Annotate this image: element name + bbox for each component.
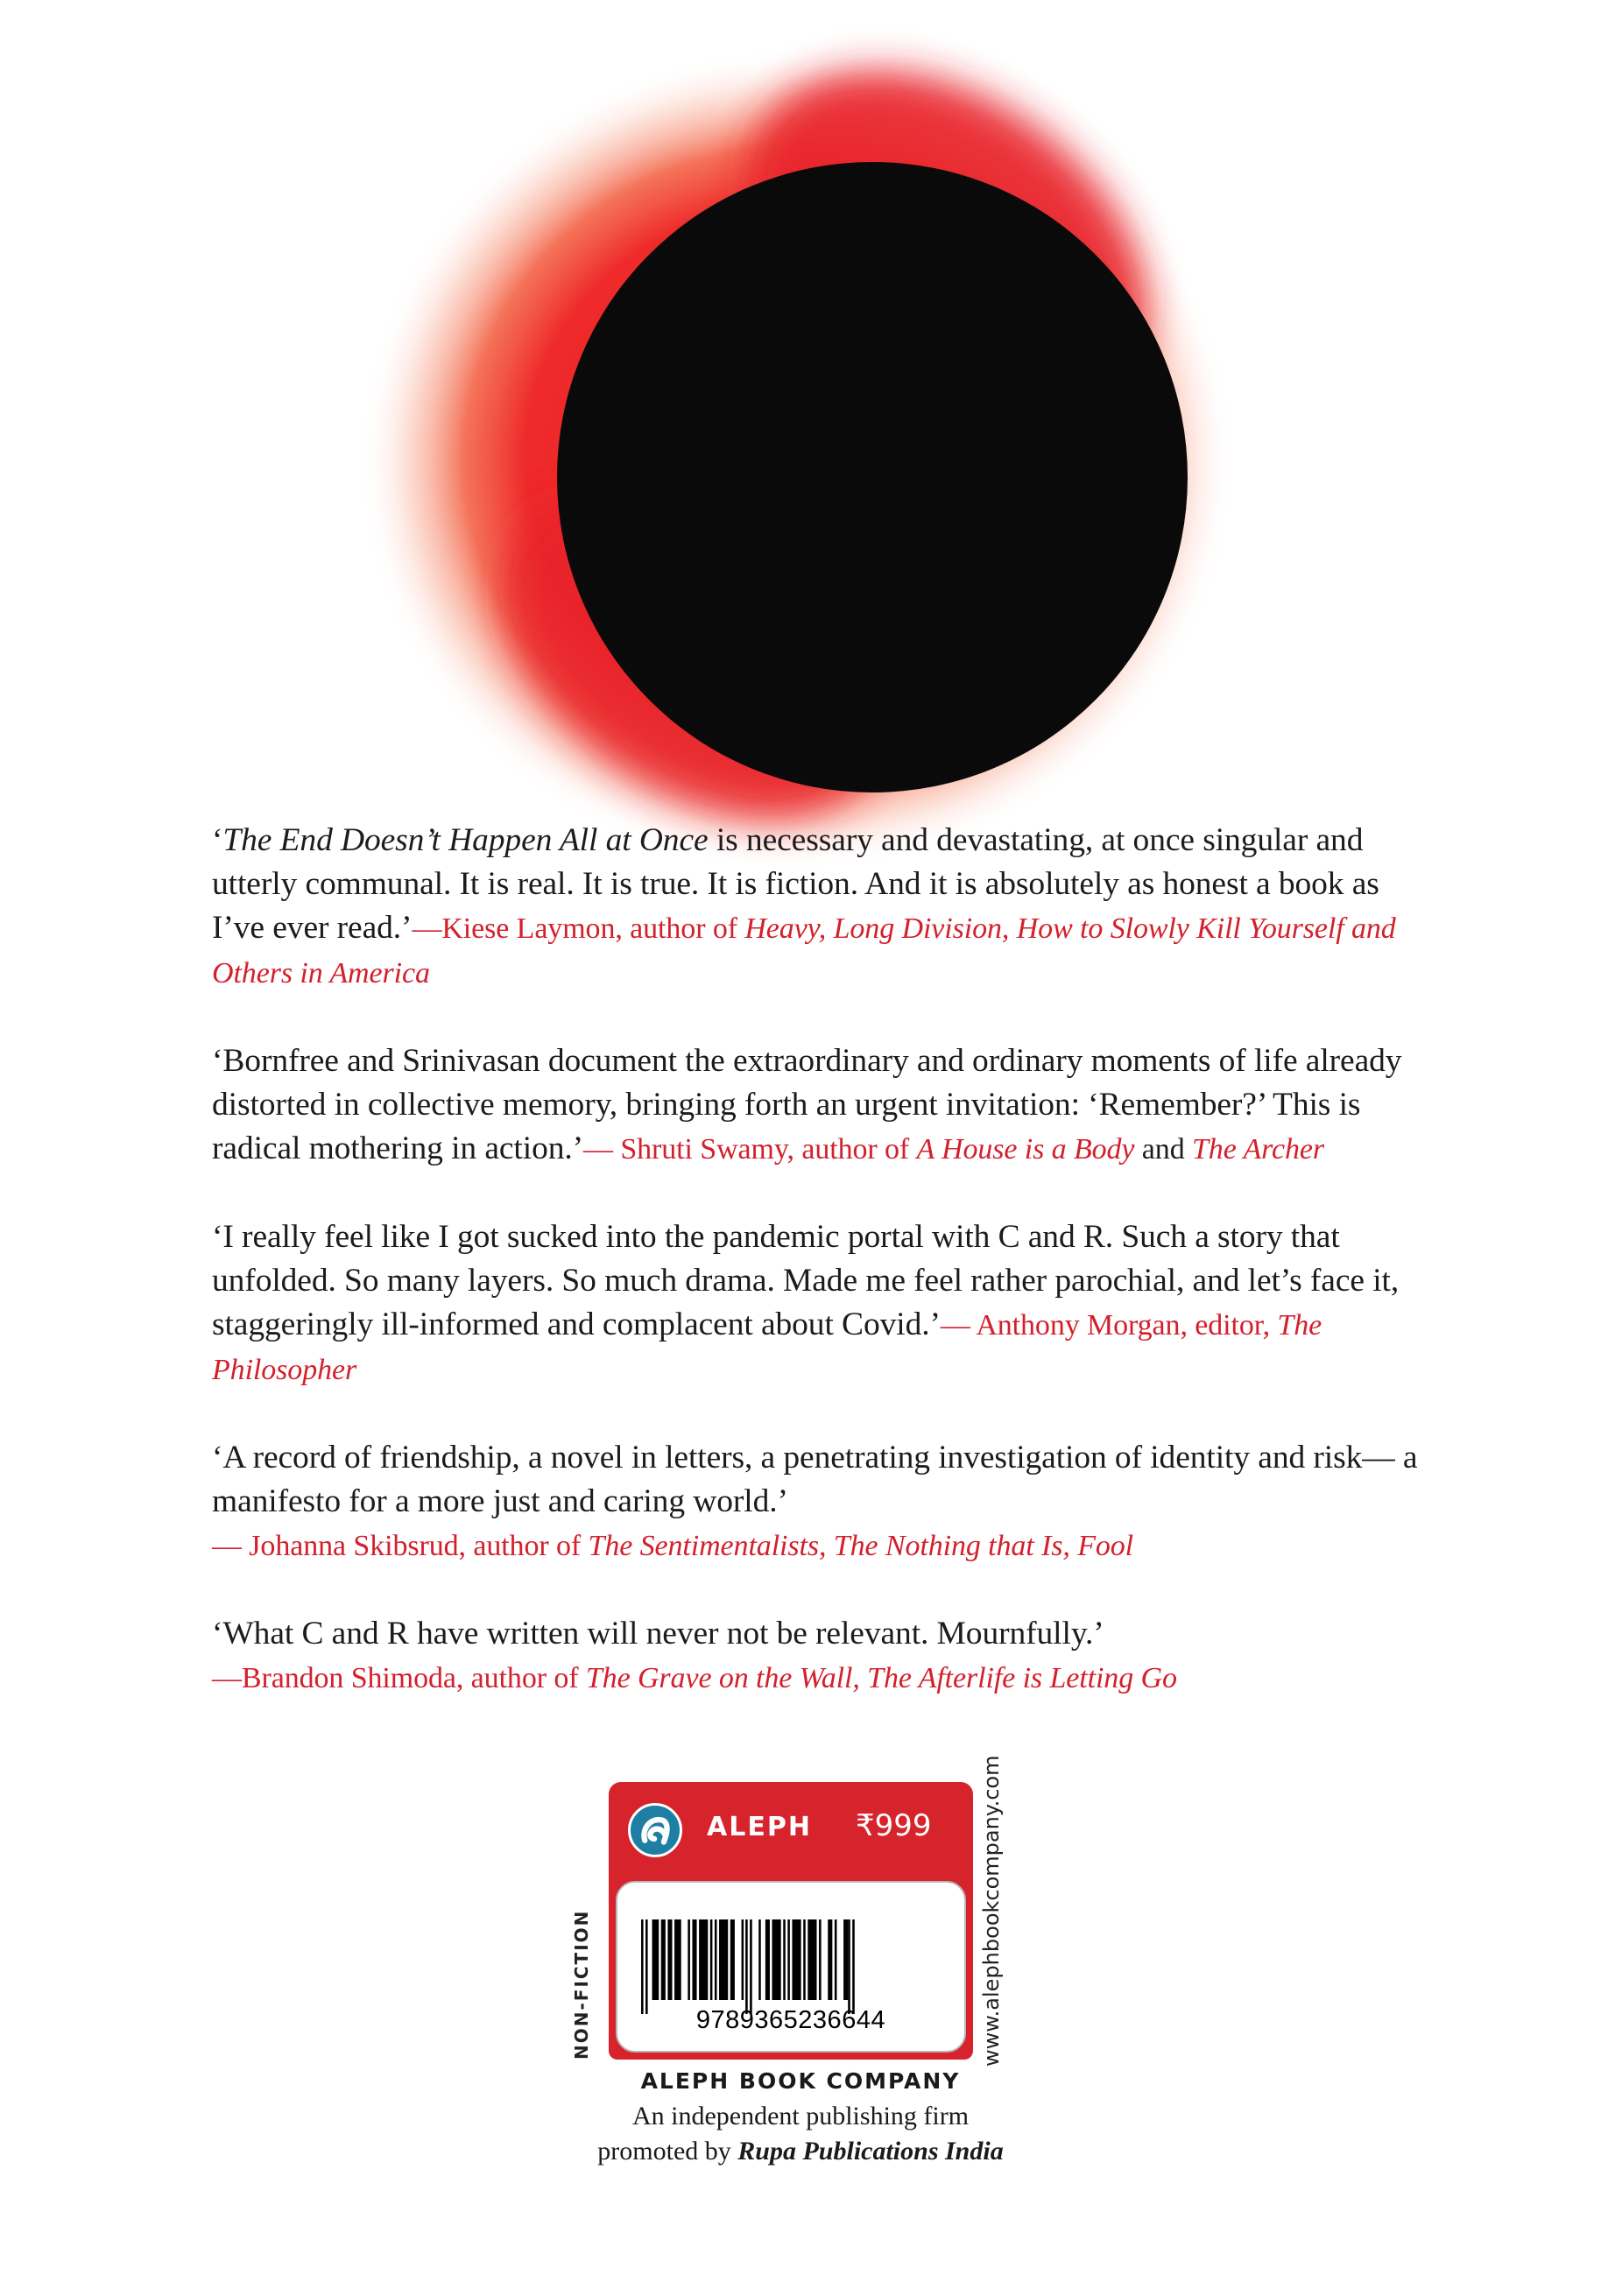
quote-attribution: — Johanna Skibsrud, author of (212, 1530, 589, 1562)
barcode-bar (808, 1919, 816, 2000)
aleph-logo-icon (628, 1803, 682, 1857)
quote-text: is necessary and devastating, at once singular and utterly communal. It is real. It is true. It is fiction. And it is absolutely as honest a book as I’ve ever read.’ (212, 822, 1379, 946)
barcode-bar (803, 1919, 806, 2000)
quote-laymon (212, 819, 1421, 996)
eclipse-illustration (280, 0, 1314, 876)
quote-attribution-works: Heavy, Long Division, How to Slowly Kill Yourself and Others in America (212, 912, 1396, 990)
barcode-bar (783, 1919, 786, 2000)
quote-attribution-and: and (1134, 1133, 1192, 1166)
barcode-bar (819, 1919, 822, 2000)
imprint-line-2-pre: promoted by (597, 2137, 738, 2166)
barcode-bar (792, 1919, 800, 2000)
barcode-bar (765, 1919, 770, 2000)
quote-text: ‘What C and R have written will never not be relevant. Mournfully.’ (212, 1616, 1104, 1652)
brand-name: ALEPH (707, 1812, 812, 1842)
website-url: www.alephbookcompany.com (979, 1755, 1004, 2067)
quote-text: ‘Bornfree and Srinivasan document the extraordinary and ordinary moments of life already distorted in collective memory, bringing forth an urgent invitation: ‘Remember?’ This is radical mothering in action.’ (212, 1043, 1402, 1166)
quote-attribution: —Kiese Laymon, author of (412, 912, 745, 945)
blurb-quotes (212, 819, 1421, 1744)
barcode-bar (719, 1919, 728, 2000)
barcode-bar (730, 1919, 735, 2000)
barcode-bar (641, 1919, 644, 2014)
quote-attribution: — Shruti Swamy, author of (583, 1133, 917, 1166)
price-label (609, 1782, 973, 1878)
quote-attribution: — Anthony Morgan, editor, (940, 1309, 1278, 1342)
quote-attribution-work: A House is a Body (916, 1133, 1135, 1166)
category-label: NON-FICTION (571, 1909, 592, 2060)
quote-attribution-work: The Philosopher (212, 1309, 1322, 1386)
barcode-bar (828, 1919, 832, 2000)
book-price: ₹999 (856, 1808, 932, 1843)
barcode-bar (688, 1919, 690, 2000)
barcode (639, 1919, 946, 2014)
barcode-bar (772, 1919, 781, 2000)
barcode-bar (715, 1919, 717, 2000)
barcode-bar (745, 1919, 748, 2014)
quote-attribution-work: The Archer (1192, 1133, 1325, 1166)
quote-text: ‘I really feel like I got sucked into the pandemic portal with C and R. Such a story that unfolded. So many layers. So much drama. Made me feel rather parochial, and let’s face it, staggeringly ill-informed and complacent about Covid.’ (212, 1219, 1400, 1342)
barcode-bar (852, 1919, 855, 2014)
eclipse-disc (557, 162, 1188, 792)
quote-open-mark: ‘ (212, 822, 223, 858)
imprint-parent-name: Rupa Publications India (737, 2137, 1004, 2166)
barcode-bar (835, 1919, 837, 2000)
isbn-number: 9789365236644 (695, 2006, 886, 2034)
barcode-bar (652, 1919, 659, 2000)
quote-attribution-works: The Grave on the Wall, The Afterlife is Letting Go (585, 1662, 1177, 1694)
imprint-line-1: An independent publishing firm (631, 2102, 970, 2130)
quote-morgan (212, 1215, 1421, 1392)
barcode-bar (787, 1919, 790, 2000)
aleph-logo-glyph (631, 1806, 680, 1855)
barcode-card (616, 1881, 966, 2053)
quote-attribution-works: The Sentimentalists, The Nothing that Is, Fool (588, 1530, 1134, 1562)
barcode-bar (710, 1919, 713, 2000)
imprint-line-2 (0, 2134, 1601, 2169)
barcode-bar (750, 1919, 752, 2014)
barcode-bar (758, 1919, 761, 2000)
barcode-bar (661, 1919, 666, 2000)
barcode-bar (742, 1919, 744, 2000)
barcode-bar (848, 1919, 850, 2014)
barcode-bar (692, 1919, 696, 2000)
quote-shimoda (212, 1612, 1421, 1701)
barcode-panel (609, 1874, 973, 2060)
barcode-bar (674, 1919, 681, 2000)
quote-text: ‘A record of friendship, a novel in letters, a penetrating investigation of identity and risk— a manifesto for a more just and caring world.’ (212, 1440, 1418, 1519)
quote-book-title: The End Doesn’t Happen All at Once (222, 822, 709, 858)
imprint-block (0, 2068, 1601, 2169)
quote-attribution: —Brandon Shimoda, author of (212, 1662, 586, 1694)
barcode-bar (667, 1919, 672, 2000)
quote-skibsrud (212, 1436, 1421, 1568)
quote-swamy (212, 1039, 1421, 1172)
imprint-name: ALEPH BOOK COMPANY (640, 2068, 961, 2094)
barcode-bar (645, 1919, 648, 2014)
barcode-bar (699, 1919, 708, 2000)
barcode-bar (843, 1919, 848, 2000)
